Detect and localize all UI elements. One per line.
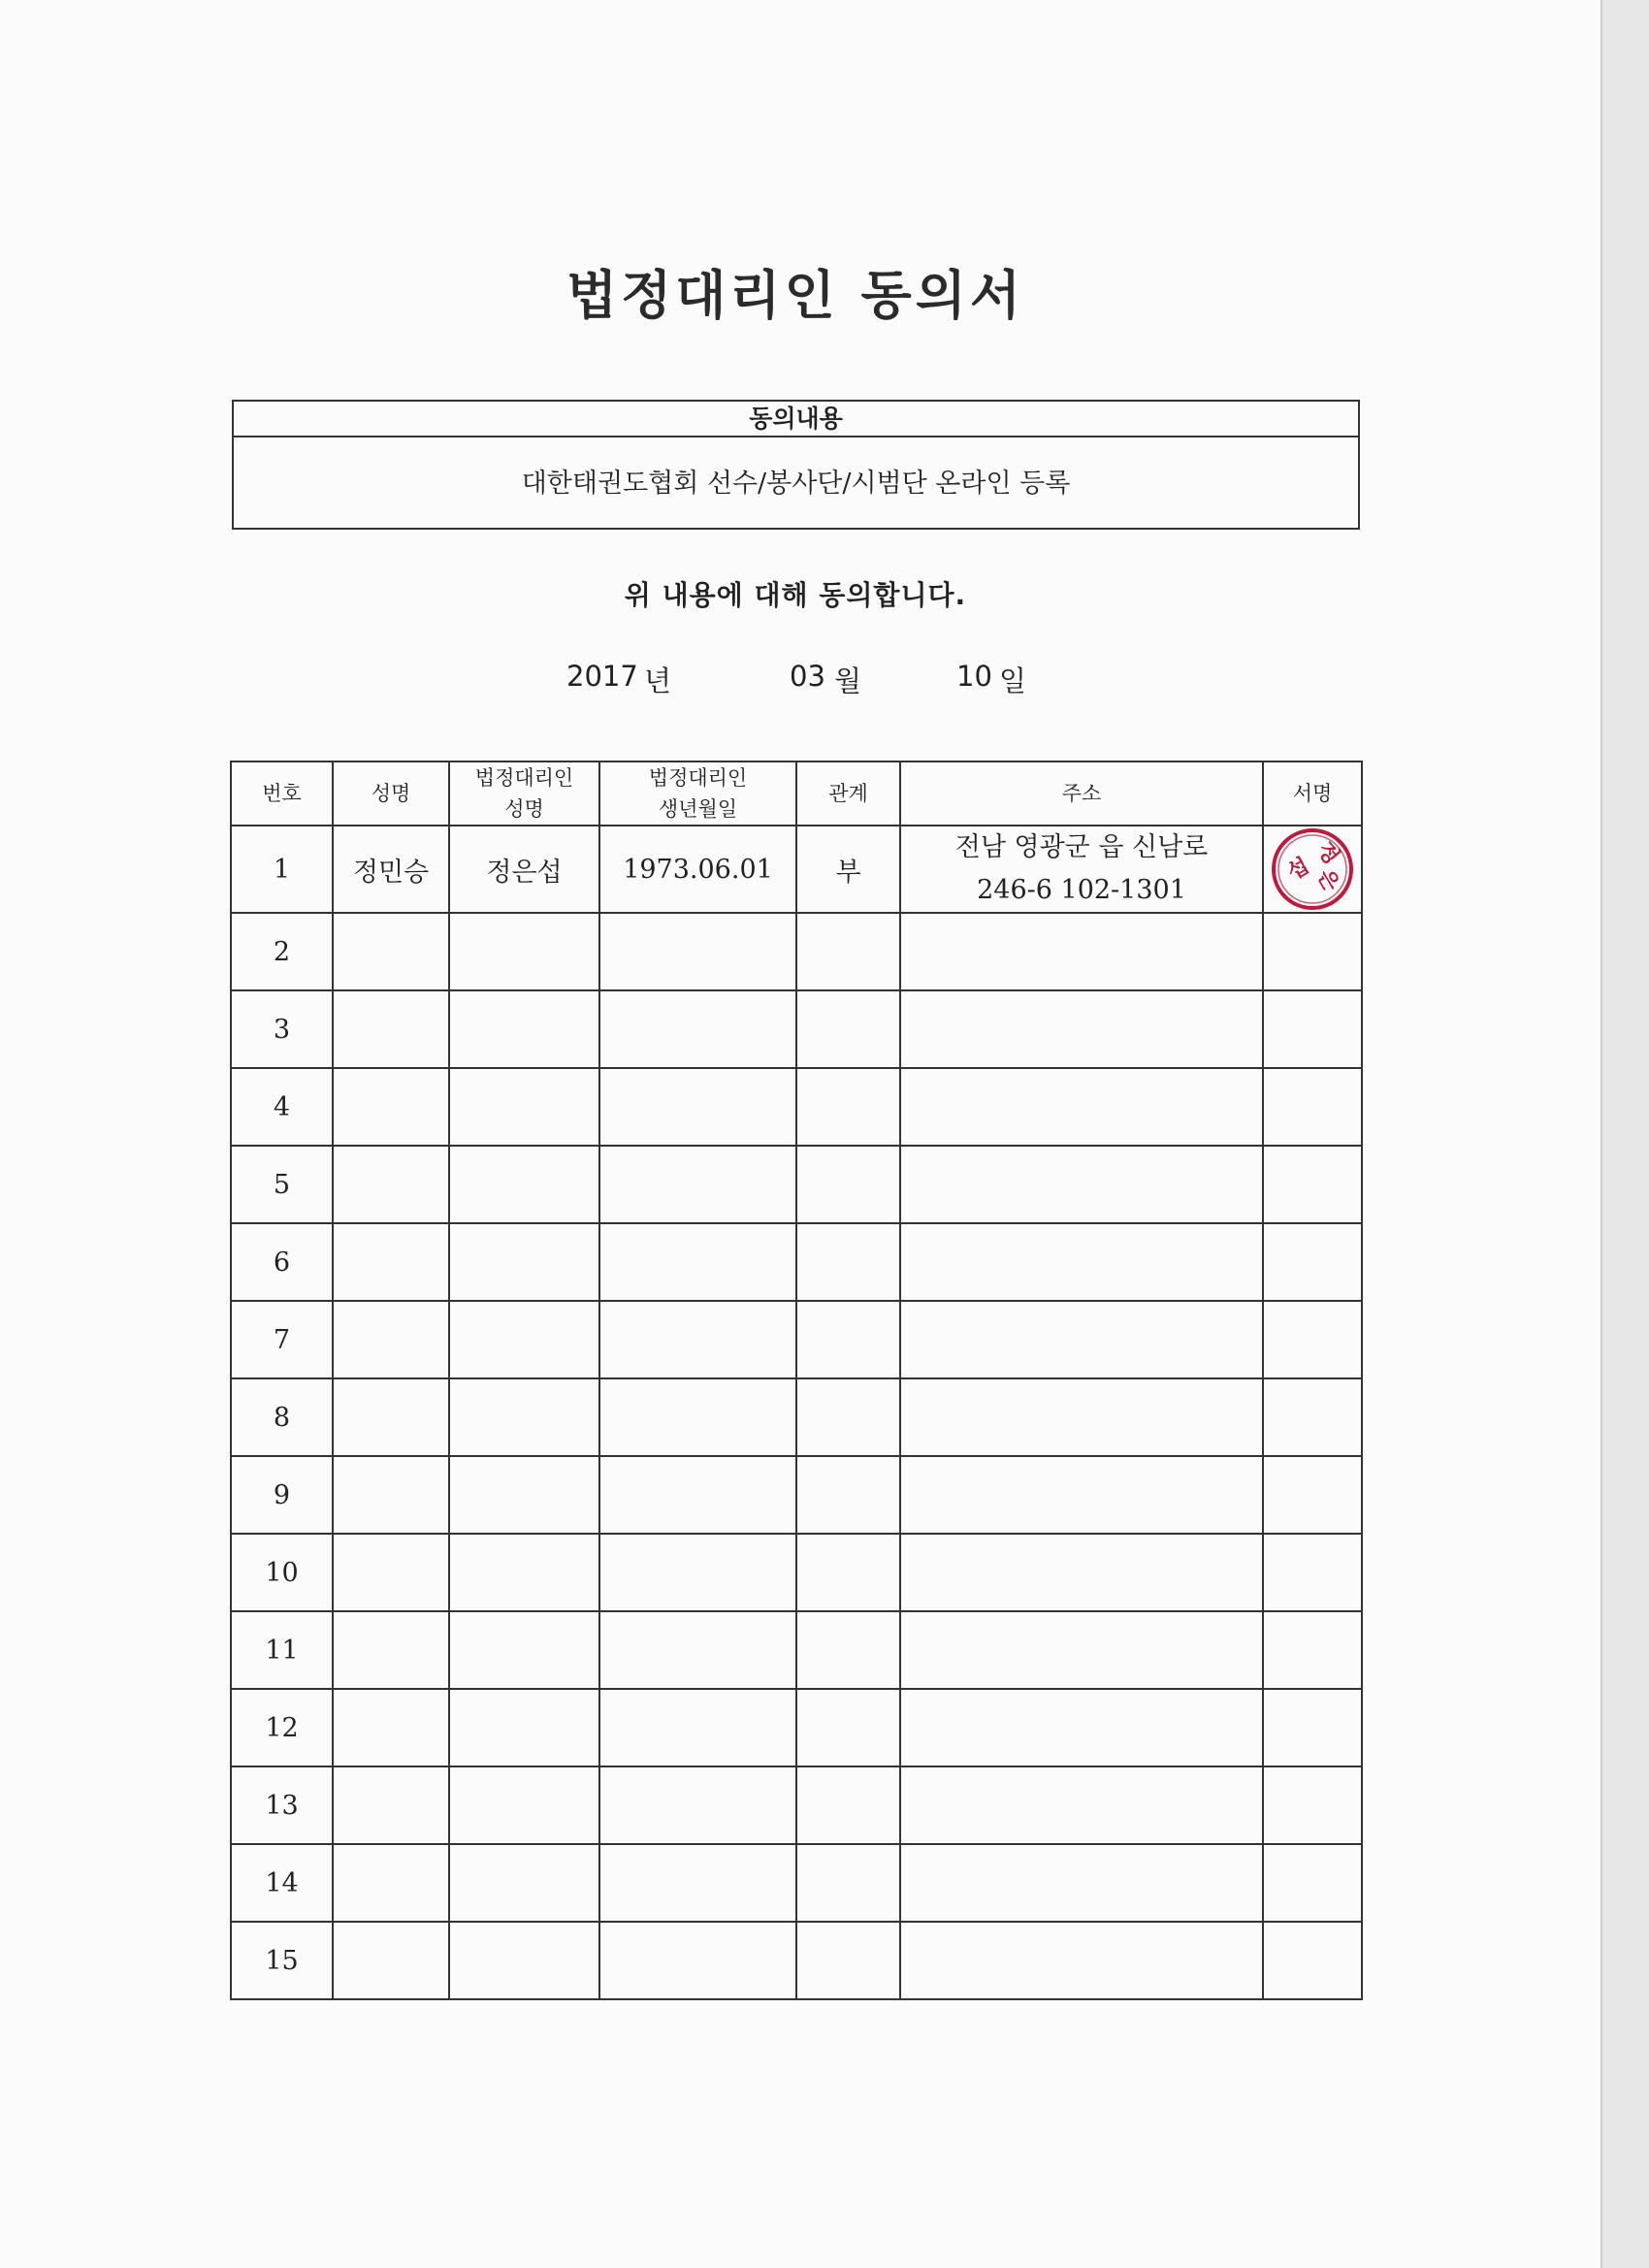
row-signature (1263, 1534, 1362, 1611)
seal-character: 정 (1311, 837, 1345, 870)
date-year-unit: 년 (644, 664, 672, 697)
row-name: 정민승 (333, 826, 449, 913)
table-row (231, 1378, 1362, 1456)
row-rep-birth (599, 1922, 796, 1999)
row-address (900, 1301, 1263, 1378)
row-rep-birth (599, 1689, 796, 1766)
consent-box (232, 400, 1360, 530)
row-name (333, 1922, 449, 1999)
row-rep-birth (599, 1301, 796, 1378)
row-signature (1263, 1146, 1362, 1223)
row-signature (1263, 1456, 1362, 1534)
row-address (900, 913, 1263, 990)
row-relation (796, 1844, 900, 1922)
row-relation (796, 1068, 900, 1146)
table-row (231, 826, 1362, 913)
row-number: 13 (231, 1766, 333, 1844)
table-row (231, 1301, 1362, 1378)
table-row (231, 990, 1362, 1068)
row-rep-name (449, 1766, 599, 1844)
row-rep-name (449, 1301, 599, 1378)
table-row (231, 1844, 1362, 1922)
row-address (900, 1456, 1263, 1534)
row-name (333, 1223, 449, 1301)
row-name (333, 1844, 449, 1922)
header-rep-birth (599, 761, 796, 826)
row-rep-birth (599, 1534, 796, 1611)
row-rep-birth: 1973.06.01 (599, 826, 796, 913)
row-rep-birth (599, 1844, 796, 1922)
row-rep-birth (599, 1146, 796, 1223)
row-number: 10 (231, 1534, 333, 1611)
row-signature (1263, 1223, 1362, 1301)
row-relation (796, 1766, 900, 1844)
row-address (900, 1378, 1263, 1456)
date-month: 03 (790, 660, 825, 693)
header-signature: 서명 (1263, 761, 1362, 826)
row-address (900, 1844, 1263, 1922)
date-month-unit: 월 (834, 664, 862, 697)
row-rep-birth (599, 1766, 796, 1844)
row-name (333, 1456, 449, 1534)
row-signature (1263, 1766, 1362, 1844)
row-name (333, 1146, 449, 1223)
seal-stamp (1271, 827, 1354, 911)
row-address (900, 990, 1263, 1068)
row-rep-name (449, 1223, 599, 1301)
row-rep-birth (599, 1456, 796, 1534)
row-address (900, 1611, 1263, 1689)
header-relation: 관계 (796, 761, 900, 826)
row-rep-name (449, 1689, 599, 1766)
table-row (231, 1456, 1362, 1534)
header-rep-name-line2: 성명 (504, 797, 544, 821)
row-address (900, 1689, 1263, 1766)
agree-statement: 위 내용에 대해 동의합니다. (624, 579, 967, 611)
header-no: 번호 (231, 761, 333, 826)
table-row (231, 1766, 1362, 1844)
row-rep-birth (599, 1068, 796, 1146)
row-rep-birth (599, 1223, 796, 1301)
row-address (900, 1534, 1263, 1611)
row-name (333, 1611, 449, 1689)
row-name (333, 1534, 449, 1611)
row-rep-name (449, 1534, 599, 1611)
row-number: 1 (231, 826, 333, 913)
row-rep-name (449, 1611, 599, 1689)
row-rep-name: 정은섭 (449, 826, 599, 913)
row-number: 3 (231, 990, 333, 1068)
row-number: 12 (231, 1689, 333, 1766)
row-relation (796, 1689, 900, 1766)
row-signature (1263, 913, 1362, 990)
table-row (231, 913, 1362, 990)
row-name (333, 913, 449, 990)
row-relation (796, 1223, 900, 1301)
row-signature (1263, 1068, 1362, 1146)
header-rep-name-line1: 법정대리인 (474, 766, 574, 790)
scan-edge (1600, 0, 1649, 2268)
seal-character: 섭 (1282, 853, 1314, 886)
row-number: 4 (231, 1068, 333, 1146)
row-signature (1263, 1922, 1362, 1999)
row-address (900, 1766, 1263, 1844)
table-header-row (231, 761, 1362, 826)
row-number: 9 (231, 1456, 333, 1534)
row-rep-name (449, 1922, 599, 1999)
row-relation (796, 1456, 900, 1534)
row-number: 5 (231, 1146, 333, 1223)
header-rep-name (449, 761, 599, 826)
document-title: 법정대리인 동의서 (566, 265, 1025, 326)
row-relation (796, 913, 900, 990)
row-signature (1263, 1611, 1362, 1689)
row-relation: 부 (796, 826, 900, 913)
header-rep-birth-line2: 생년월일 (658, 797, 738, 821)
row-relation (796, 1922, 900, 1999)
consent-body: 대한태권도협회 선수/봉사단/시범단 온라인 등록 (521, 469, 1071, 499)
row-signature (1263, 1689, 1362, 1766)
row-name (333, 990, 449, 1068)
seal-character: 은 (1311, 864, 1344, 896)
header-rep-birth-line1: 법정대리인 (648, 766, 748, 790)
table-row (231, 1534, 1362, 1611)
row-number: 11 (231, 1611, 333, 1689)
header-address: 주소 (900, 761, 1263, 826)
date-day: 10 (956, 660, 992, 693)
row-address (900, 1146, 1263, 1223)
representative-table (230, 761, 1363, 2000)
row-name (333, 1378, 449, 1456)
row-name (333, 1689, 449, 1766)
row-rep-birth (599, 913, 796, 990)
table-row (231, 1611, 1362, 1689)
table-row (231, 1068, 1362, 1146)
row-number: 8 (231, 1378, 333, 1456)
row-address (900, 1922, 1263, 1999)
row-signature (1263, 1378, 1362, 1456)
consent-header: 동의내용 (234, 402, 1358, 437)
row-relation (796, 1146, 900, 1223)
row-signature (1263, 826, 1362, 913)
row-signature (1263, 990, 1362, 1068)
row-rep-name (449, 1378, 599, 1456)
row-rep-name (449, 1844, 599, 1922)
row-signature (1263, 1844, 1362, 1922)
row-signature (1263, 1301, 1362, 1378)
table-body (231, 826, 1362, 1999)
table-row (231, 1223, 1362, 1301)
row-number: 6 (231, 1223, 333, 1301)
row-rep-name (449, 1146, 599, 1223)
table-row (231, 1146, 1362, 1223)
row-relation (796, 1611, 900, 1689)
seal-outer-ring (1274, 830, 1351, 908)
header-name: 성명 (333, 761, 449, 826)
row-number: 2 (231, 913, 333, 990)
table-row (231, 1922, 1362, 1999)
date-day-unit: 일 (999, 664, 1027, 697)
row-relation (796, 990, 900, 1068)
row-name (333, 1068, 449, 1146)
row-rep-name (449, 990, 599, 1068)
row-number: 15 (231, 1922, 333, 1999)
row-number: 14 (231, 1844, 333, 1922)
row-address (900, 826, 1263, 913)
row-relation (796, 1301, 900, 1378)
row-rep-birth (599, 1611, 796, 1689)
date-year: 2017 (566, 660, 638, 693)
row-name (333, 1766, 449, 1844)
row-rep-birth (599, 1378, 796, 1456)
row-relation (796, 1534, 900, 1611)
row-rep-birth (599, 990, 796, 1068)
row-address (900, 1068, 1263, 1146)
row-address (900, 1223, 1263, 1301)
row-address-line2: 246-6 102-1301 (977, 875, 1186, 905)
row-rep-name (449, 913, 599, 990)
row-number: 7 (231, 1301, 333, 1378)
row-rep-name (449, 1068, 599, 1146)
row-address-line1: 전남 영광군 읍 신남로 (954, 832, 1209, 862)
row-rep-name (449, 1456, 599, 1534)
row-name (333, 1301, 449, 1378)
row-relation (796, 1378, 900, 1456)
table-row (231, 1689, 1362, 1766)
